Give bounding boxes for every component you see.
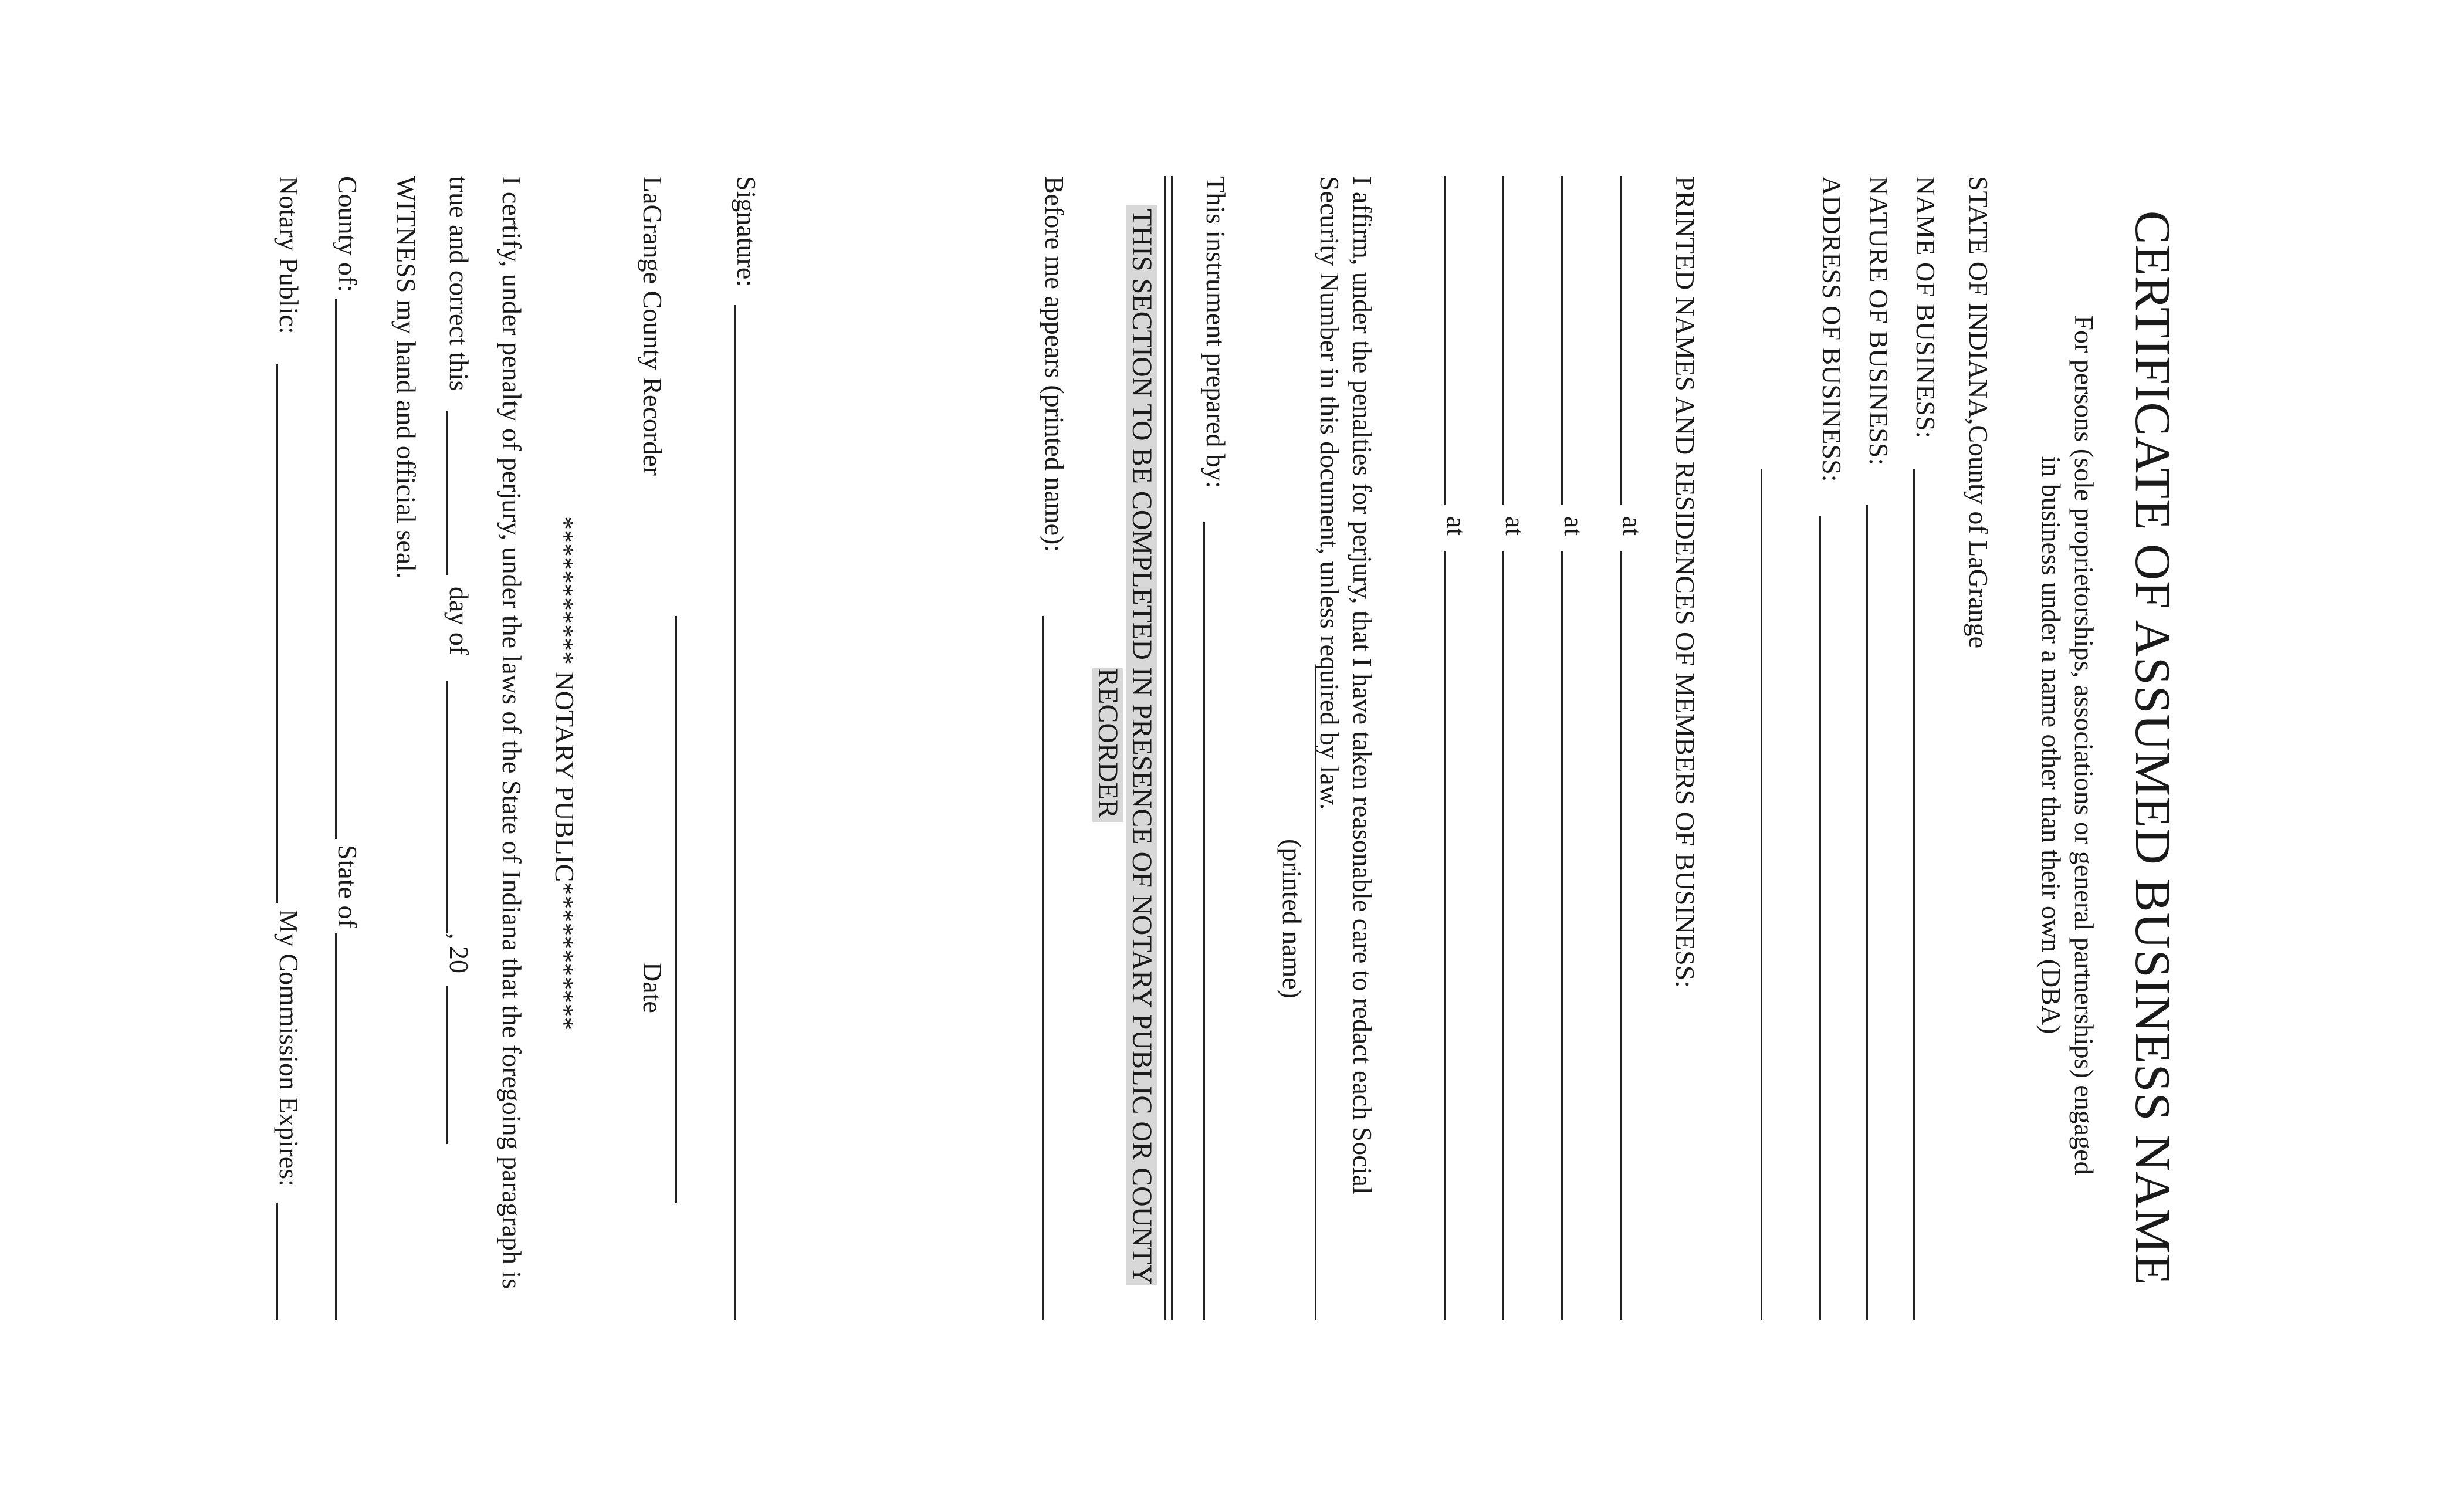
year-field[interactable] xyxy=(446,986,448,1144)
year-label: , 20 xyxy=(444,933,474,973)
notary-heading: *********** NOTARY PUBLIC*********** xyxy=(550,516,580,1031)
printed-name-caption: (printed name) xyxy=(1277,839,1307,999)
address-of-business-label: ADDRESS OF BUSINESS: xyxy=(1817,176,1847,482)
signature-field[interactable] xyxy=(734,305,736,1320)
name-of-business-label: NAME OF BUSINESS: xyxy=(1911,176,1941,439)
section-divider-bottom xyxy=(1164,176,1166,1320)
members-heading: PRINTED NAMES AND RESIDENCES OF MEMBERS OF BUSINESS: xyxy=(1670,176,1700,989)
signature-label: Signature: xyxy=(732,176,761,287)
county-of-field[interactable] xyxy=(335,299,337,839)
commission-expires-label: My Commission Expires: xyxy=(274,909,304,1187)
before-me-label: Before me appears (printed name): xyxy=(1040,176,1069,553)
address-of-business-field[interactable] xyxy=(1819,516,1821,1320)
notary-section-banner xyxy=(1091,188,1159,1302)
commission-expires-field[interactable] xyxy=(276,1203,278,1320)
member-at-label-1: at xyxy=(1617,516,1647,536)
prepared-by-label: This instrument prepared by: xyxy=(1201,176,1231,489)
witness-text: WITNESS my hand and official seal. xyxy=(391,176,421,579)
member-residence-field-3[interactable] xyxy=(1502,551,1504,1320)
redaction-affirmation: I affirm, under the penalties for perjury, that I have taken reasonable care to redact each Social Security Number in this document, unless required by law. xyxy=(1315,176,1377,1194)
address-of-business-field-2[interactable] xyxy=(1761,469,1762,1320)
member-residence-field-2[interactable] xyxy=(1561,551,1563,1320)
county-of-label: County of: xyxy=(333,176,363,293)
nature-of-business-label: NATURE OF BUSINESS: xyxy=(1864,176,1894,466)
member-at-label-2: at xyxy=(1559,516,1589,536)
true-correct-label: true and correct this xyxy=(444,176,474,391)
section-divider-top xyxy=(1171,176,1173,1320)
notary-public-label: Notary Public: xyxy=(274,176,304,334)
nature-of-business-field[interactable] xyxy=(1866,505,1868,1320)
day-of-label: day of xyxy=(444,587,474,655)
member-name-field-2[interactable] xyxy=(1561,176,1563,505)
affirm-printed-name-field[interactable] xyxy=(1315,669,1316,1320)
state-county-line: STATE OF INDIANA,County of LaGrange xyxy=(1964,176,1993,649)
state-of-label: State of xyxy=(333,845,363,928)
member-at-label-4: at xyxy=(1441,516,1471,536)
prepared-by-field[interactable] xyxy=(1203,522,1205,1320)
before-me-name-field[interactable] xyxy=(1042,616,1044,1320)
day-field[interactable] xyxy=(446,411,448,575)
notary-section-banner-text: THIS SECTION TO BE COMPLETED IN PRESENCE OF NOTARY PUBLIC OR COUNTY RECORDER xyxy=(1092,205,1157,1285)
date-label: Date xyxy=(638,962,668,1013)
name-of-business-field[interactable] xyxy=(1913,469,1915,1320)
member-residence-field-4[interactable] xyxy=(1444,551,1446,1320)
form-title: CERTIFICATE OF ASSUMED BUSINESS NAME xyxy=(2125,210,2181,1286)
recorder-date-field[interactable] xyxy=(675,616,677,1203)
certificate-form-continued xyxy=(0,0,810,1496)
month-field[interactable] xyxy=(446,681,448,933)
member-name-field-4[interactable] xyxy=(1444,176,1446,505)
member-at-label-3: at xyxy=(1500,516,1530,536)
member-name-field-1[interactable] xyxy=(1620,176,1622,505)
recorder-label: LaGrange County Recorder xyxy=(638,176,668,476)
member-name-field-3[interactable] xyxy=(1502,176,1504,505)
member-residence-field-1[interactable] xyxy=(1620,551,1622,1320)
state-of-field[interactable] xyxy=(335,933,337,1320)
perjury-certification: I certify, under penalty of perjury, under the laws of the State of Indiana that the foregoing paragraph is xyxy=(497,176,527,1289)
form-subtitle: For persons (sole proprietorships, associations or general partnerships) engaged in business under a name other than their own (DBA) xyxy=(2036,315,2099,1175)
notary-public-field[interactable] xyxy=(276,364,278,903)
